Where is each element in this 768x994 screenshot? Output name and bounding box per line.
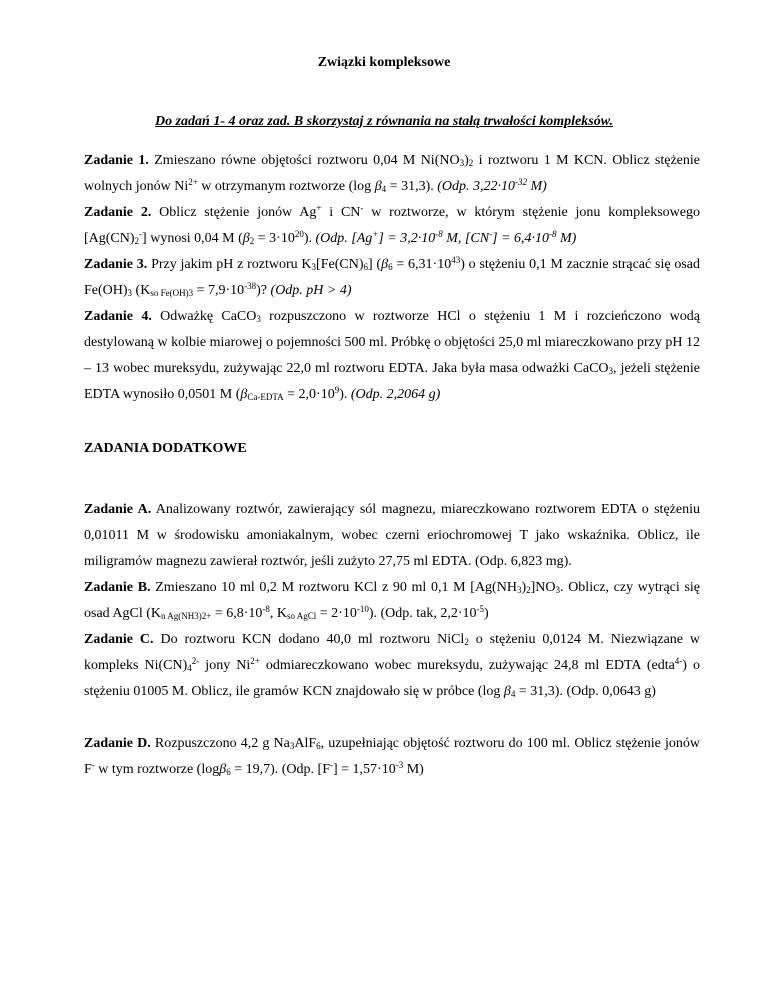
task-b: [84, 575, 700, 627]
superscript: 2+: [250, 656, 260, 666]
subscript: 2: [526, 585, 531, 595]
superscript: +: [316, 203, 322, 213]
task-text: ): [521, 580, 527, 595]
answer: [316, 231, 577, 246]
task-text: (K: [132, 283, 151, 298]
task-a: [84, 497, 700, 575]
task-text: , jeżeli stężenie EDTA wynosiło 0,0501 M (: [84, 361, 700, 402]
subscript: 3: [256, 314, 261, 324]
task-text: Rozpuszczono 4,2 g Na: [150, 736, 290, 751]
superscript: 43: [451, 255, 461, 265]
task-text: odmiareczkowano wobec mureksydu, zużywając 24,8 ml EDTA (edta: [259, 658, 675, 673]
subscript: 3: [311, 262, 317, 272]
subscript: 3: [516, 585, 522, 595]
subscript: 6: [363, 262, 368, 272]
answer-text: (Odp. 3,22·10: [437, 179, 516, 194]
task-text: = 7,9·10: [193, 283, 245, 298]
superscript: -5: [476, 604, 485, 614]
beta-symbol: β: [503, 684, 511, 699]
superscript: -: [139, 229, 143, 239]
task-label: Zadanie C.: [84, 632, 154, 647]
subscript: 2: [134, 236, 140, 246]
subscript: 3: [127, 288, 133, 298]
instruction-line: Do zadań 1- 4 oraz zad. B skorzystaj z równania na stałą trwałości kompleksów.: [154, 114, 614, 129]
subscript: 6: [226, 767, 231, 777]
subscript: 4: [510, 689, 516, 699]
subscript: 2: [468, 158, 474, 168]
beta-symbol: β: [219, 762, 227, 777]
page-title: Związki kompleksowe: [317, 55, 451, 70]
task-text: ]NO: [530, 580, 556, 595]
task-text: = 19,7). (Odp. [F: [230, 762, 330, 777]
task-text: ) o stężeniu 01005 M. Oblicz, ile gramów KCN znajdowało się w próbce (log: [84, 658, 701, 699]
subscript: 6: [388, 262, 393, 272]
task-text: ] (: [367, 257, 382, 272]
task-text: ): [464, 153, 469, 168]
superscript: 4-: [674, 656, 683, 666]
task-text: = 2·10: [316, 606, 357, 621]
task-label: Zadanie 1.: [84, 153, 149, 168]
subscript: Ca-EDTA: [247, 392, 284, 402]
subscript: 6: [316, 741, 321, 751]
task-text: M): [403, 762, 424, 777]
task-text: Odważkę CaCO: [151, 309, 257, 324]
subscript: 3: [608, 366, 614, 376]
subscript: so Fe(OH)3: [150, 288, 194, 298]
task-text: ] wynosi 0,04 M (: [142, 231, 243, 246]
task-text: , K: [269, 606, 288, 621]
task-text: Do roztworu KCN dodano 40,0 ml roztworu NiCl: [153, 632, 465, 647]
superscript: -8: [262, 604, 270, 614]
superscript: -8: [435, 229, 443, 239]
task-text: )?: [256, 283, 271, 298]
superscript: -: [489, 229, 493, 239]
task-text: ). (Odp. tak, 2,2·10: [368, 606, 477, 621]
subscript: n Ag(NH3)2+: [161, 611, 212, 621]
task-text: = 31,3). (Odp. 0,0643 g): [515, 684, 656, 699]
task-text: ): [484, 606, 489, 621]
task-text: w tym roztworze (log: [94, 762, 220, 777]
task-text: w roztworze, w którym stężenie jonu kompleksowego [Ag(CN): [84, 205, 701, 246]
task-text: i CN: [321, 205, 361, 220]
answer: [437, 179, 547, 194]
task-text: Zmieszano 10 ml 0,2 M roztworu KCl z 90 ml 0,1 M [Ag(NH: [150, 580, 517, 595]
task-label: Zadanie 4.: [84, 309, 152, 324]
subscript: 4: [381, 184, 387, 194]
task-text: AlF: [294, 736, 317, 751]
task-text: ).: [303, 231, 316, 246]
task-text: = 6,31·10: [392, 257, 452, 272]
superscript: +: [372, 229, 379, 239]
answer-text: ] = 6,4·10: [492, 231, 549, 246]
task-text: , uzupełniając objętość roztworu do 100 ml. Oblicz stężenie jonów F: [84, 736, 701, 777]
task-text: w otrzymanym roztworze (log: [197, 179, 375, 194]
task-text: Zmieszano równe objętości roztworu 0,04 M Ni(NO: [148, 153, 460, 168]
task-2: [84, 200, 700, 252]
task-text: ) o stężeniu 0,1 M zacznie strącać się osad Fe(OH): [84, 257, 701, 298]
task-text: rozpuszczono w roztworze HCl o stężeniu 1 M i rozcieńczono wodą destylowaną w kolbie miarowej o pojemności 500 ml. Próbkę o objętości 25,0 ml miareczkowano przy pH 12 – 13 wobec mureksydu, zużywając 22,0 ml roztworu EDTA. Jaka była masa odważki CaCO: [84, 309, 700, 376]
answer: (Odp. 2,2064 g): [350, 387, 441, 402]
answer: (Odp. pH > 4): [270, 283, 352, 298]
superscript: -: [329, 760, 333, 770]
answer-text: ] = 3,2·10: [378, 231, 436, 246]
task-label: Zadanie B.: [84, 580, 151, 595]
task-text: = 3·10: [254, 231, 295, 246]
subscript: 2: [249, 236, 255, 246]
superscript: -10: [356, 604, 369, 614]
subscript: 3: [459, 158, 465, 168]
beta-symbol: β: [374, 179, 382, 194]
answer-text: M): [556, 231, 577, 246]
task-text: ] = 1,57·10: [332, 762, 396, 777]
task-text: = 2,0·10: [283, 387, 335, 402]
task-text: = 6,8·10: [211, 606, 263, 621]
task-4: [84, 304, 700, 408]
beta-symbol: β: [242, 231, 250, 246]
superscript: 2-: [191, 656, 200, 666]
superscript: -38: [244, 281, 257, 291]
answer-text: (Odp. [Ag: [315, 231, 373, 246]
task-text: = 31,3).: [386, 179, 438, 194]
task-text: . Oblicz, czy wytrąci się osad AgCl (K: [84, 580, 700, 621]
task-text: jony Ni: [199, 658, 251, 673]
superscript: -32: [515, 177, 528, 187]
task-text: ).: [339, 387, 351, 402]
task-text: [Fe(CN): [316, 257, 364, 272]
task-text: Analizowany roztwór, zawierający sól magnezu, miareczkowano roztworem EDTA o stężeniu 0,01011 M w środowisku amoniakalnym, wobec czerni eriochromowej T jako wskaźnika. Oblicz, ile miligramów magnezu zawierał roztwór, jeśli zużyto 27,75 ml EDTA. (Odp. 6,823 mg).: [84, 502, 700, 569]
superscript: -3: [395, 760, 404, 770]
superscript: -: [91, 760, 95, 770]
answer-text: M): [527, 179, 547, 194]
task-label: Zadanie 2.: [84, 205, 152, 220]
superscript: -: [360, 203, 364, 213]
task-label: Zadanie D.: [84, 736, 151, 751]
task-label: Zadanie A.: [84, 502, 152, 517]
task-label: Zadanie 3.: [84, 257, 148, 272]
task-text: o stężeniu 0,0124 M. Niezwiązane w kompleks Ni(CN): [84, 632, 701, 673]
subscript: so AgCl: [287, 611, 317, 621]
task-d: [84, 731, 700, 783]
subscript: 4: [187, 663, 192, 673]
superscript: -8: [548, 229, 557, 239]
subscript: 2: [464, 637, 469, 647]
beta-symbol: β: [240, 387, 248, 402]
superscript: 9: [334, 385, 340, 395]
superscript: 2+: [188, 177, 198, 187]
subscript: 3: [555, 585, 561, 595]
answer-text: M, [CN: [442, 231, 490, 246]
task-text: i roztworu 1 M KCN. Oblicz stężenie wolnych jonów Ni: [84, 153, 700, 194]
task-c: [84, 627, 700, 705]
section-heading: ZADANIA DODATKOWE: [84, 441, 247, 456]
task-text: Przy jakim pH z roztworu K: [147, 257, 312, 272]
task-3: [84, 252, 700, 304]
superscript: 20: [294, 229, 304, 239]
task-text: Oblicz stężenie jonów Ag: [151, 205, 317, 220]
subscript: 3: [289, 741, 295, 751]
beta-symbol: β: [381, 257, 389, 272]
task-1: [84, 148, 700, 200]
